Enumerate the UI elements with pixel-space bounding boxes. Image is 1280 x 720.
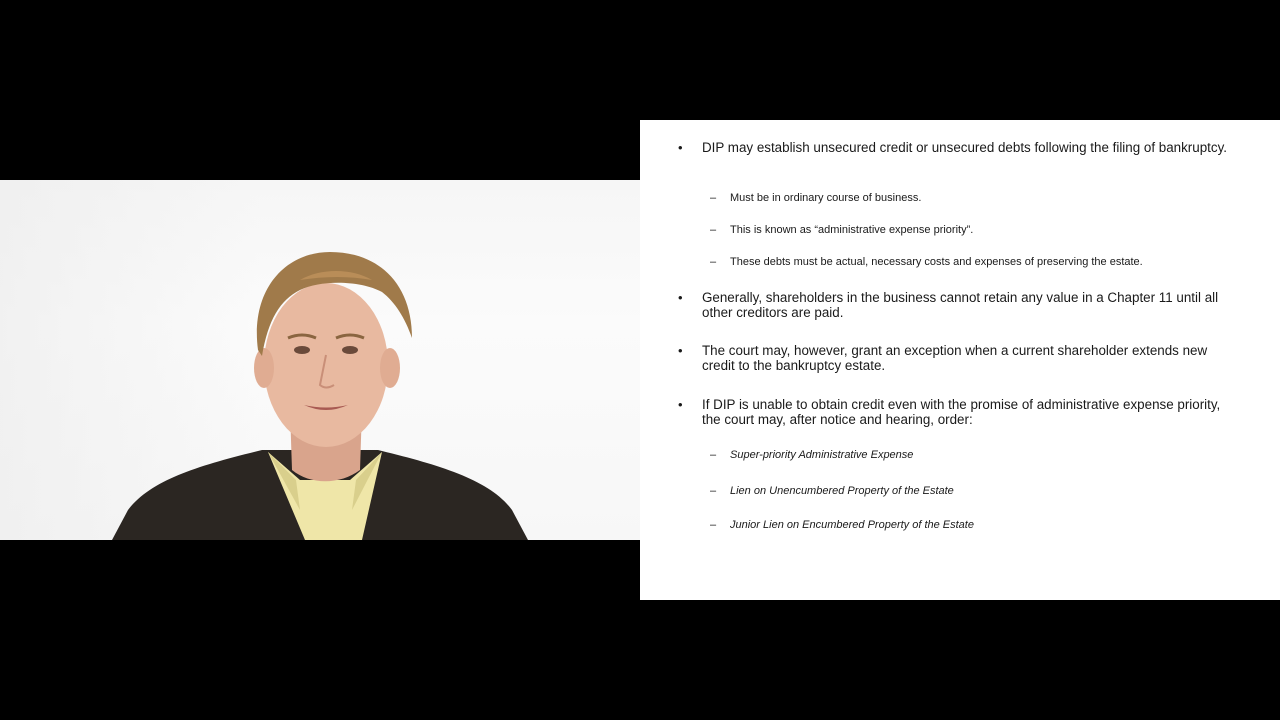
sub-bullet-item	[710, 485, 1250, 498]
bullet-dot: •	[678, 343, 683, 358]
bullet-text: The court may, however, grant an exception when a current shareholder extends new credit to the bankruptcy estate.	[702, 343, 1208, 373]
presenter-figure	[0, 180, 640, 540]
sub-bullet-text: This is known as “administrative expense priority”.	[730, 224, 974, 236]
presenter-video	[0, 180, 640, 540]
sub-bullet-text: Must be in ordinary course of business.	[730, 192, 922, 204]
sub-bullet-item	[710, 192, 1250, 205]
bullet-dot: •	[678, 140, 683, 155]
bullet-text: DIP may establish unsecured credit or unsecured debts following the filing of bankruptcy.	[702, 140, 1227, 155]
bullet-text: Generally, shareholders in the business cannot retain any value in a Chapter 11 until all other creditors are paid.	[702, 290, 1219, 320]
sub-bullet-dash: –	[710, 256, 717, 268]
bullet-item	[678, 397, 1238, 427]
sub-bullet-dash: –	[710, 449, 717, 461]
sub-bullet-text: These debts must be actual, necessary costs and expenses of preserving the estate.	[730, 256, 1143, 268]
bullet-dot: •	[678, 290, 683, 305]
sub-bullet-text: Lien on Unencumbered Property of the Estate	[730, 485, 954, 497]
bullet-item	[678, 140, 1238, 155]
bullet-dot: •	[678, 397, 683, 412]
sub-bullet-text: Super-priority Administrative Expense	[730, 449, 914, 461]
sub-bullet-item	[710, 449, 1250, 462]
slide	[640, 120, 1280, 600]
sub-bullet-dash: –	[710, 192, 717, 204]
sub-bullet-item	[710, 519, 1250, 532]
sub-bullet-dash: –	[710, 485, 717, 497]
sub-bullet-dash: –	[710, 224, 717, 236]
sub-bullet-item	[710, 256, 1250, 269]
bullet-item	[678, 343, 1238, 373]
sub-bullet-text: Junior Lien on Encumbered Property of the Estate	[730, 519, 974, 531]
bullet-item	[678, 290, 1238, 320]
sub-bullet-dash: –	[710, 519, 717, 531]
sub-bullet-item	[710, 224, 1250, 237]
bullet-text: If DIP is unable to obtain credit even with the promise of administrative expense priority, the court may, after notice and hearing, order:	[702, 397, 1221, 427]
